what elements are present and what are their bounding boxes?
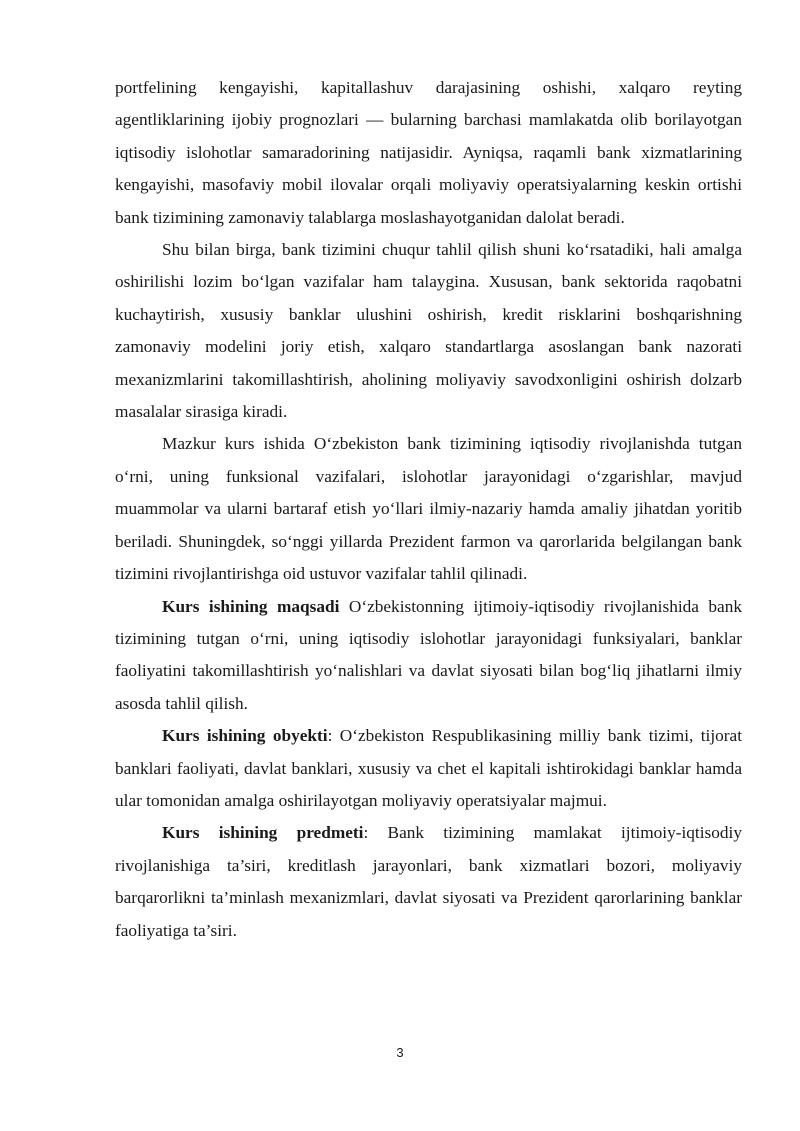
paragraph-text: Mazkur kurs ishida O‘zbekiston bank tizimining iqtisodiy rivojlanishda tutgan o‘rni, uning funksional vazifalari, islohotlar jarayonidagi o‘zgarishlar, mavjud muammolar va ularni bartaraf etish yo‘llari ilmiy-nazariy hamda amaliy jihatdan yoritib beriladi. Shuningdek, so‘nggi yillarda Prezident farmon va qarorlarida belgilangan bank tizimini rivojlantirishga oid ustuvor vazifalar tahlil qilinadi. <box>115 434 742 584</box>
paragraph-lead-heading: Kurs ishining maqsadi <box>162 596 340 616</box>
paragraph-lead-heading: Kurs ishining predmeti <box>162 823 364 843</box>
paragraph-remaining-tasks <box>115 234 742 428</box>
paragraph-text: Shu bilan birga, bank tizimini chuqur tahlil qilish shuni ko‘rsatadiki, hali amalga oshirilishi lozim bo‘lgan vazifalar ham talaygina. Xususan, bank sektorida raqobatni kuchaytirish, xususiy banklar ulushini oshirish, kredit risklarini boshqarishning zamonaviy modelini joriy etish, xalqaro standartlarga asoslangan bank nazorati mexanizmlarini takomillashtirish, aholining moliyaviy savodxonligini oshirish dolzarb masalalar sirasiga kiradi. <box>115 240 742 422</box>
page-number: 3 <box>396 1045 404 1060</box>
paragraph-lead-heading: Kurs ishining obyekti <box>162 726 328 746</box>
paragraph-text: O‘zbekistonning ijtimoiy-iqtisodiy rivojlanishida bank tizimining tutgan o‘rni, uning iqtisodiy islohotlar jarayonidagi funksiyalari, banklar faoliyatini takomillashtirish yo‘nalishlari va davlat siyosati bilan bog‘liq jihatlarni ilmiy asosda tahlil qilish. <box>115 596 742 713</box>
paragraph-text: : Bank tizimining mamlakat ijtimoiy-iqtisodiy rivojlanishiga ta’siri, kreditlash jarayonlari, bank xizmatlari bozori, moliyaviy barqarorlikni ta’minlash mexanizmlari, davlat siyosati va Prezident qarorlarining banklar faoliyatiga ta’siri. <box>115 823 742 940</box>
paragraph-course-object <box>115 720 742 817</box>
paragraph-text: portfelining kengayishi, kapitallashuv darajasining oshishi, xalqaro reyting agentliklarining ijobiy prognozlari — bularning barchasi mamlakatda olib borilayotgan iqtisodiy islohotlar samaradorining natijasidir. Ayniqsa, raqamli bank xizmatlarining kengayishi, masofaviy mobil ilovalar orqali moliyaviy operatsiyalarning keskin ortishi bank tizimining zamonaviy talablarga moslashayotganidan dalolat beradi. <box>115 78 742 227</box>
paragraph-course-subject <box>115 817 742 947</box>
paragraph-course-scope <box>115 428 742 590</box>
paragraph-course-goal <box>115 591 742 721</box>
document-page <box>115 72 742 947</box>
paragraph-text: : O‘zbekiston Respublikasining milliy bank tizimi, tijorat banklari faoliyati, davlat banklari, xususiy va chet el kapitali ishtirokidagi banklar hamda ular tomonidan amalga oshirilayotgan moliyaviy operatsiyalar majmui. <box>115 726 743 810</box>
paragraph-portfolio-growth <box>115 72 742 234</box>
